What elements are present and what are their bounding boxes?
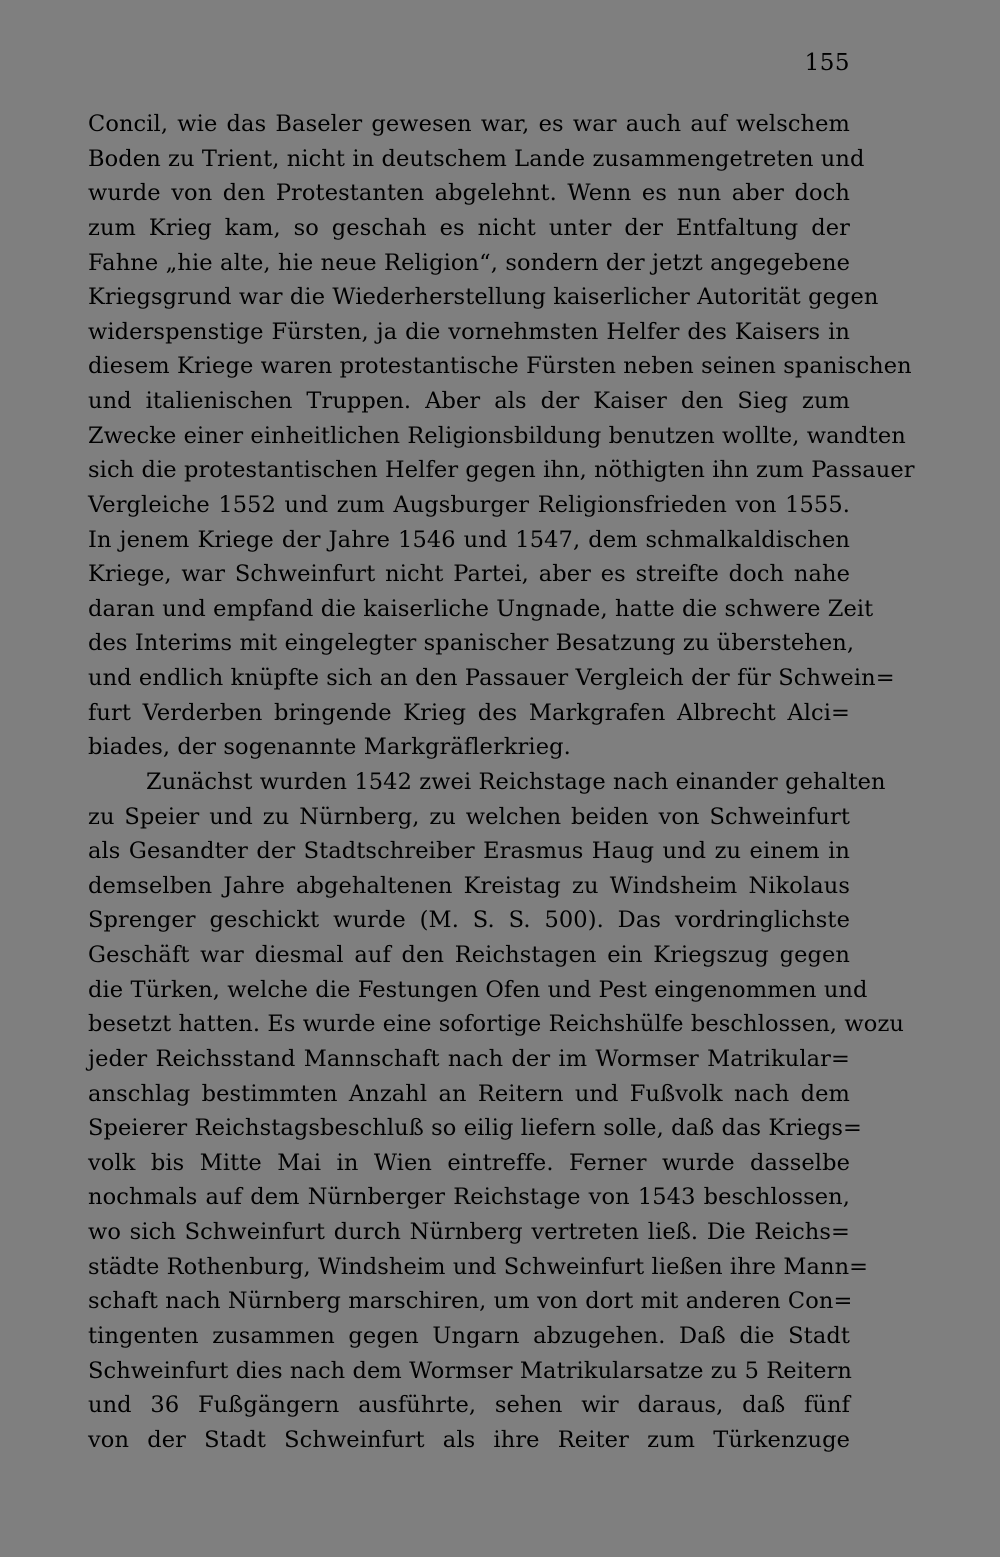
text-line: jeder Reichsstand Mannschaft nach der im Wormser Matrikular= bbox=[88, 1045, 850, 1072]
text-line: und 36 Fußgängern ausführte, sehen wir daraus, daß fünf bbox=[88, 1392, 850, 1419]
text-line: wo sich Schweinfurt durch Nürnberg vertreten ließ. Die Reichs= bbox=[88, 1219, 850, 1245]
text-line: Kriege, war Schweinfurt nicht Partei, aber es streifte doch nahe bbox=[88, 561, 850, 588]
text-line: Zwecke einer einheitlichen Religionsbildung benutzen wollte, wandten bbox=[88, 422, 906, 449]
text-line: Boden zu Trient, nicht in deutschem Lande zusammengetreten und bbox=[88, 145, 865, 172]
body-text bbox=[88, 107, 915, 1457]
text-line: Schweinfurt dies nach dem Wormser Matrikularsatze zu 5 Reitern bbox=[88, 1357, 852, 1384]
text-line: widerspenstige Fürsten, ja die vornehmsten Helfer des Kaisers in bbox=[88, 318, 850, 345]
text-line: Sprenger geschickt wurde (M. S. S. 500). Das vordringlichste bbox=[88, 907, 850, 934]
text-line: von der Stadt Schweinfurt als ihre Reiter zum Türkenzuge bbox=[88, 1426, 850, 1453]
text-line: und endlich knüpfte sich an den Passauer Vergleich der für Schwein= bbox=[88, 665, 895, 691]
text-line: Kriegsgrund war die Wiederherstellung kaiserlicher Autorität gegen bbox=[88, 284, 879, 311]
text-line: und italienischen Truppen. Aber als der Kaiser den Sieg zum bbox=[88, 388, 850, 414]
text-line: In jenem Kriege der Jahre 1546 und 1547, dem schmalkaldischen bbox=[88, 526, 850, 553]
text-line: schaft nach Nürnberg marschiren, um von dort mit anderen Con= bbox=[88, 1288, 853, 1315]
text-line: daran und empfand die kaiserliche Ungnade, hatte die schwere Zeit bbox=[88, 595, 874, 622]
text-line: Vergleiche 1552 und zum Augsburger Religionsfrieden von 1555. bbox=[88, 491, 850, 518]
text-line: zum Krieg kam, so geschah es nicht unter der Entfaltung der bbox=[88, 214, 850, 241]
text-line: Concil, wie das Baseler gewesen war, es war auch auf welschem bbox=[88, 111, 850, 137]
text-line: Geschäft war diesmal auf den Reichstagen ein Kriegszug gegen bbox=[88, 942, 850, 968]
text-line: Speierer Reichstagsbeschluß so eilig liefern solle, daß das Kriegs= bbox=[88, 1115, 862, 1142]
text-line: nochmals auf dem Nürnberger Reichstage von 1543 beschlossen, bbox=[88, 1184, 850, 1211]
text-line: diesem Kriege waren protestantische Fürsten neben seinen spanischen bbox=[88, 353, 912, 380]
text-line: wurde von den Protestanten abgelehnt. Wenn es nun aber doch bbox=[88, 180, 850, 207]
text-line: demselben Jahre abgehaltenen Kreistag zu Windsheim Nikolaus bbox=[88, 872, 850, 899]
text-line: tingenten zusammen gegen Ungarn abzugehen. Daß die Stadt bbox=[88, 1322, 850, 1349]
paragraph-start-line: Zunächst wurden 1542 zwei Reichstage nach einander gehalten bbox=[146, 768, 886, 795]
text-line: furt Verderben bringende Krieg des Markgrafen Albrecht Alci= bbox=[88, 699, 850, 726]
text-line: besetzt hatten. Es wurde eine sofortige Reichshülfe beschlossen, wozu bbox=[88, 1011, 904, 1038]
text-line: des Interims mit eingelegter spanischer Besatzung zu überstehen, bbox=[88, 630, 855, 657]
page-number: 155 bbox=[804, 50, 850, 76]
text-line: Fahne „hie alte, hie neue Religion“, sondern der jetzt angegebene bbox=[88, 249, 850, 276]
text-line: sich die protestantischen Helfer gegen ihn, nöthigten ihn zum Passauer bbox=[88, 457, 915, 484]
paragraph-end-line: biades, der sogenannte Markgräflerkrieg. bbox=[88, 734, 571, 761]
text-line: zu Speier und zu Nürnberg, zu welchen beiden von Schweinfurt bbox=[88, 803, 850, 830]
text-line: volk bis Mitte Mai in Wien eintreffe. Ferner wurde dasselbe bbox=[88, 1149, 850, 1176]
text-line: als Gesandter der Stadtschreiber Erasmus Haug und zu einem in bbox=[88, 838, 850, 865]
text-line: städte Rothenburg, Windsheim und Schweinfurt ließen ihre Mann= bbox=[88, 1253, 869, 1280]
text-line: anschlag bestimmten Anzahl an Reitern und Fußvolk nach dem bbox=[88, 1080, 850, 1107]
text-line: die Türken, welche die Festungen Ofen und Pest eingenommen und bbox=[88, 976, 868, 1003]
